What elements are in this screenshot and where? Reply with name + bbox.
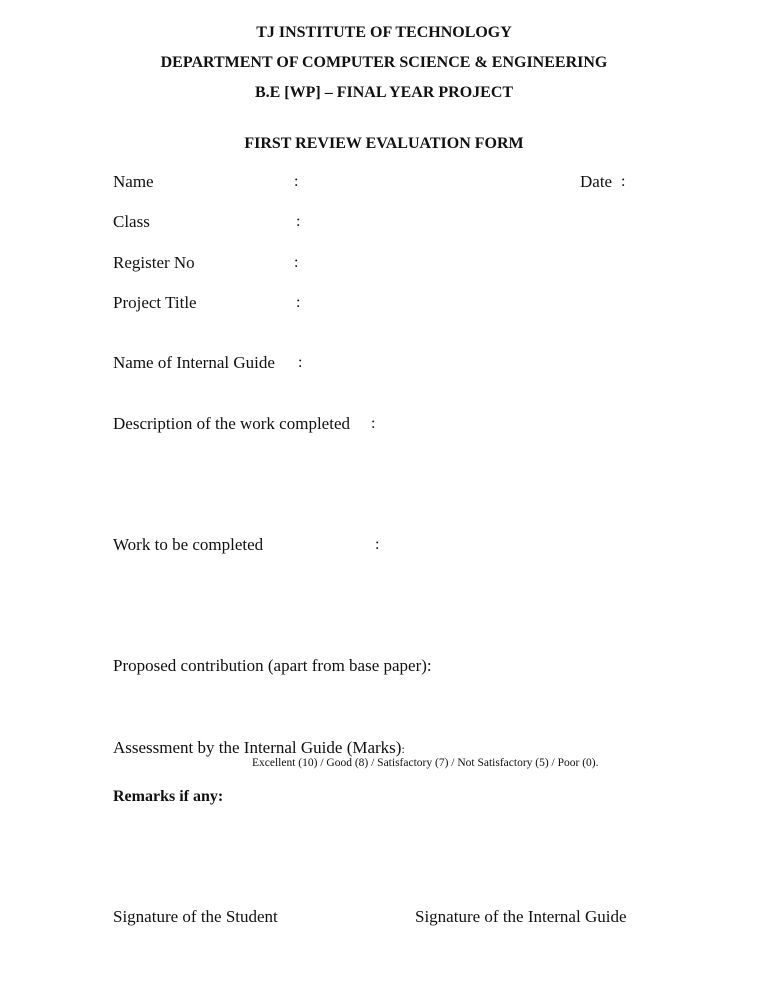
work-to-be-completed-label: Work to be completed xyxy=(113,535,264,554)
name-label: Name xyxy=(113,172,154,191)
class-colon: : xyxy=(296,213,301,230)
description-colon: : xyxy=(371,415,376,432)
project-title-label: Project Title xyxy=(113,293,197,312)
date-colon: : xyxy=(621,173,626,190)
project-title-colon: : xyxy=(296,294,301,311)
date-label: Date xyxy=(580,172,613,191)
grading-scale: Excellent (10) / Good (8) / Satisfactory (7) / Not Satisfactory (5) / Poor (0). xyxy=(252,757,599,769)
work-to-be-completed-colon: : xyxy=(375,536,380,553)
assessment-text: Assessment by the Internal Guide (Marks) xyxy=(113,738,402,757)
department-title: DEPARTMENT OF COMPUTER SCIENCE & ENGINEERING xyxy=(160,54,608,71)
register-no-colon: : xyxy=(294,254,299,271)
proposed-contribution-label: Proposed contribution (apart from base paper): xyxy=(113,656,432,675)
guide-signature-label: Signature of the Internal Guide xyxy=(415,907,627,926)
name-colon: : xyxy=(294,173,299,190)
remarks-label: Remarks if any: xyxy=(113,788,224,805)
assessment-label xyxy=(113,739,405,757)
description-label: Description of the work completed xyxy=(113,414,350,433)
assessment-colon: : xyxy=(401,744,405,756)
program-title: B.E [WP] – FINAL YEAR PROJECT xyxy=(254,84,514,101)
internal-guide-label: Name of Internal Guide xyxy=(113,353,275,372)
class-label: Class xyxy=(113,212,150,231)
register-no-label: Register No xyxy=(113,253,195,272)
internal-guide-colon: : xyxy=(298,354,303,371)
institute-title: TJ INSTITUTE OF TECHNOLOGY xyxy=(256,24,512,41)
form-title: FIRST REVIEW EVALUATION FORM xyxy=(244,135,524,152)
student-signature-label: Signature of the Student xyxy=(113,907,278,926)
